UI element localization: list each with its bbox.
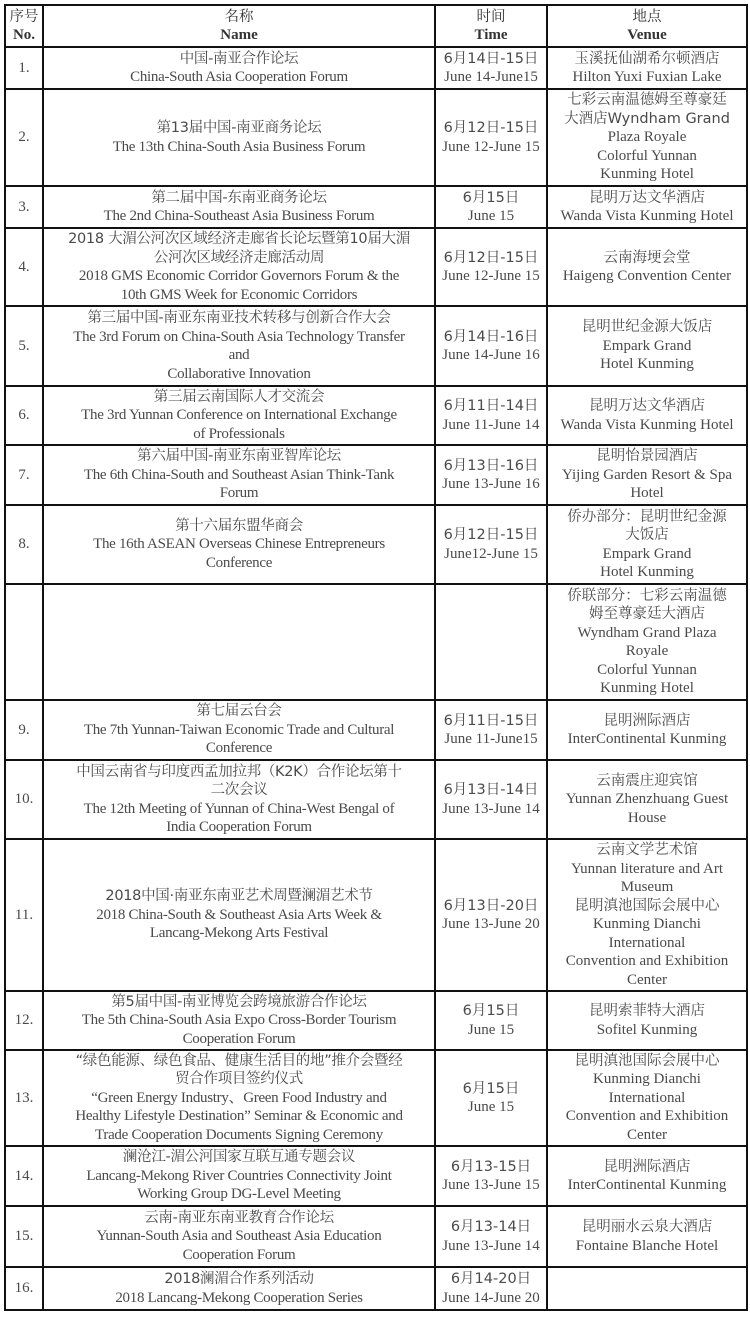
cell-venue-line: International [608, 1089, 686, 1106]
cell-time [435, 445, 547, 505]
cell-no-text: 1. [18, 59, 30, 76]
cell-name-line: The 2nd China-Southeast Asia Business Forum [103, 208, 375, 224]
cell-no [5, 760, 43, 839]
cell-name [43, 386, 435, 445]
cell-venue-line: Museum [620, 879, 674, 895]
cell-venue-line: Hotel [630, 485, 664, 502]
cell-venue [547, 306, 747, 386]
cell-time-line: 6月11日-15日 [443, 712, 539, 729]
cell-time-line: 6月13-14日 [450, 1219, 532, 1235]
cell-venue-line: Wyndham Grand Plaza [577, 624, 717, 641]
cell-name-line: 2018 GMS Economic Corridor Governors Forum & the [78, 268, 400, 284]
cell-time-line: June 12-June 15 [442, 268, 540, 284]
cell-time-line: 6月15日 [462, 189, 520, 206]
cell-name-line: 第5届中国-南亚博览会跨境旅游合作论坛 [111, 993, 367, 1010]
cell-no-text: 12. [14, 1012, 34, 1029]
table-row [5, 306, 747, 386]
cell-name-line: Cooperation Forum [182, 1246, 296, 1263]
cell-time [435, 228, 547, 306]
cell-name [43, 700, 435, 760]
cell-venue-line: 侨办部分：昆明世纪金源 [567, 508, 727, 525]
cell-venue [547, 584, 747, 700]
cell-venue-line: Kunming Hotel [600, 166, 694, 183]
cell-no [5, 700, 43, 760]
cell-time [435, 991, 547, 1050]
cell-time [435, 186, 547, 228]
cell-name-line: 第六届中国-南亚东南亚智库论坛 [137, 448, 341, 465]
cell-no-text: 13. [14, 1089, 34, 1106]
cell-venue-line: 昆明世纪金源大饭店 [581, 319, 713, 336]
cell-name-line: “绿色能源、绿色食品、健康生活目的地”推介会暨经 [75, 1052, 403, 1069]
cell-venue-line: 大饭店 [625, 527, 669, 543]
cell-no-text: 5. [18, 337, 30, 354]
cell-name [43, 228, 435, 306]
cell-venue-line: Plaza Royale [607, 129, 687, 146]
cell-name-line: The 7th Yunnan-Taiwan Economic Trade and Cultural [83, 721, 395, 738]
cell-time [435, 306, 547, 386]
cell-name-line: The 16th ASEAN Overseas Chinese Entrepreneurs [93, 536, 385, 553]
cell-name-line: 10th GMS Week for Economic Corridors [120, 286, 358, 303]
cell-no [5, 839, 43, 991]
cell-name-line: The 12th Meeting of Yunnan of China-West Bengal of [83, 800, 395, 817]
cell-name [43, 991, 435, 1050]
cell-no [5, 1146, 43, 1206]
cell-no [5, 228, 43, 306]
cell-time [435, 584, 547, 700]
cell-no-text: 2. [18, 129, 30, 146]
table-row [5, 505, 747, 584]
cell-venue-line: InterContinental Kunming [567, 1177, 727, 1193]
cell-venue-line: 昆明洲际酒店 [603, 1158, 691, 1175]
table-row [5, 584, 747, 700]
cell-time [435, 760, 547, 839]
cell-name-line: 中国云南省与印度西孟加拉邦（K2K）合作论坛第十 [76, 763, 402, 780]
cell-venue-line: Kunming Dianchi [593, 1071, 701, 1088]
cell-venue [547, 1050, 747, 1146]
cell-venue-line: 姆至尊豪廷大酒店 [589, 606, 705, 622]
header-time: 时间 Time [435, 5, 547, 47]
cell-venue-line: 云南震庄迎宾馆 [596, 772, 698, 789]
table-row [5, 228, 747, 306]
cell-time-line: June 14-June 16 [442, 347, 540, 363]
cell-venue-line: Wanda Vista Kunming Hotel [560, 416, 734, 433]
cell-venue [547, 991, 747, 1050]
cell-time-line: June 14-June15 [444, 69, 538, 85]
cell-name-line: 贸合作项目签约仪式 [175, 1071, 303, 1088]
cell-name-line: 第十六届东盟华商会 [175, 517, 303, 534]
cell-time-line: 6月15日 [462, 1003, 520, 1019]
cell-no [5, 1050, 43, 1146]
cell-no-text: 7. [18, 466, 30, 483]
cell-time-line: June 12-June 15 [442, 138, 540, 155]
table-row [5, 445, 747, 505]
table-row [5, 991, 747, 1050]
cell-name-line: The 6th China-South and Southeast Asian Think-Tank [83, 466, 395, 483]
cell-time-line: June12-June 15 [444, 545, 538, 562]
cell-no [5, 1206, 43, 1267]
cell-name [43, 584, 435, 700]
cell-venue [547, 505, 747, 584]
cell-name-line: Healthy Lifestyle Destination” Seminar & Economic and [75, 1108, 403, 1125]
cell-venue [547, 760, 747, 839]
cell-time [435, 505, 547, 584]
cell-venue-line: Sofitel Kunming [596, 1021, 698, 1038]
cell-time-line: 6月14-20日 [450, 1271, 532, 1287]
cell-time-line: June 15 [467, 208, 515, 224]
table-body [5, 47, 747, 1310]
cell-venue-line: 玉溪抚仙湖希尔顿酒店 [574, 50, 720, 67]
cell-name-line: 第13届中国-南亚商务论坛 [156, 120, 322, 136]
header-row [5, 5, 747, 47]
cell-venue-line: InterContinental Kunming [567, 731, 727, 747]
cell-no-text: 11. [14, 906, 34, 923]
cell-time-line: June 13-June 14 [442, 1237, 540, 1254]
cell-time-line: 6月12日-15日 [443, 527, 539, 543]
cell-venue-line: 昆明丽水云泉大酒店 [581, 1219, 713, 1235]
cell-name [43, 1050, 435, 1146]
cell-time-line: 6月14日-15日 [443, 50, 539, 67]
cell-name-line: The 3rd Forum on China-South Asia Technology Transfer [73, 328, 405, 345]
cell-venue [547, 1267, 747, 1310]
cell-venue-line: 昆明滇池国际会展中心 [574, 897, 720, 914]
cell-time-line: June 11-June 14 [442, 416, 540, 433]
cell-name-line: The 3rd Yunnan Conference on International Exchange [81, 407, 397, 424]
cell-venue-line: 侨联部分：七彩云南温德 [567, 587, 727, 604]
cell-time-line: 6月13-15日 [450, 1158, 532, 1175]
cell-no [5, 1267, 43, 1310]
cell-no-text: 6. [18, 407, 30, 424]
cell-no-text: 4. [18, 258, 30, 275]
cell-venue-line: 七彩云南温德姆至尊豪廷 [567, 92, 727, 109]
cell-venue-line: Yunnan literature and Art [570, 860, 724, 877]
cell-name-line: Conference [205, 740, 273, 757]
cell-no-text: 8. [18, 536, 30, 553]
cell-no-text: 16. [14, 1280, 34, 1297]
cell-venue [547, 1146, 747, 1206]
cell-venue-line: International [608, 934, 686, 951]
cell-name [43, 505, 435, 584]
cell-venue-line: 昆明怡景园酒店 [596, 448, 698, 465]
cell-no [5, 386, 43, 445]
cell-venue-line: Fontaine Blanche Hotel [575, 1237, 719, 1254]
cell-venue-line: Center [627, 971, 667, 988]
cell-name-line: Trade Cooperation Documents Signing Ceremony [95, 1126, 383, 1143]
cell-name-line: 云南-南亚东南亚教育合作论坛 [144, 1209, 334, 1226]
table-row [5, 839, 747, 991]
cell-time-line: 6月12日-15日 [443, 120, 539, 136]
cell-time-line: June 13-June 15 [442, 1177, 540, 1193]
cell-venue-line: 云南文学艺术馆 [596, 842, 698, 858]
cell-name-line: and [228, 347, 250, 363]
cell-time-line: June 15 [467, 1099, 515, 1115]
header-name: 名称 Name [43, 5, 435, 47]
cell-no [5, 47, 43, 89]
cell-time-line: June 13-June 20 [442, 916, 540, 932]
cell-no [5, 505, 43, 584]
cell-venue [547, 445, 747, 505]
cell-time-line: 6月15日 [462, 1080, 520, 1097]
cell-venue [547, 386, 747, 445]
cell-time [435, 89, 547, 186]
cell-venue-line: Convention and Exhibition [565, 1108, 729, 1125]
cell-venue-line: 云南海埂会堂 [603, 249, 691, 266]
cell-venue-line: Hilton Yuxi Fuxian Lake [572, 69, 722, 85]
cell-venue-line: Kunming Dianchi [593, 916, 701, 932]
cell-name-line: The 13th China-South Asia Business Forum [112, 138, 366, 155]
table-row [5, 89, 747, 186]
table-row [5, 47, 747, 89]
cell-name-line: Conference [205, 554, 273, 571]
table-row [5, 186, 747, 228]
cell-name-line: 二次会议 [210, 782, 268, 798]
cell-no-text: 9. [18, 721, 30, 738]
cell-venue-line: 昆明滇池国际会展中心 [574, 1052, 720, 1069]
cell-venue-line: Wanda Vista Kunming Hotel [560, 208, 734, 224]
cell-no [5, 186, 43, 228]
cell-venue-line: House [627, 809, 667, 826]
table-row [5, 1267, 747, 1310]
cell-venue-line: Yunnan Zhenzhuang Guest [565, 791, 729, 808]
cell-name [43, 186, 435, 228]
header-venue: 地点 Venue [547, 5, 747, 47]
table-row [5, 760, 747, 839]
cell-venue-line: Empark Grand [602, 545, 692, 562]
cell-time [435, 386, 547, 445]
cell-time [435, 700, 547, 760]
cell-name-line: 澜沧江-湄公河国家互联互通专题会议 [122, 1149, 356, 1166]
table-row [5, 1146, 747, 1206]
cell-name-line: The 5th China-South Asia Expo Cross-Border Tourism [81, 1012, 397, 1029]
cell-venue-line: 昆明万达文华酒店 [589, 189, 705, 206]
cell-no [5, 445, 43, 505]
cell-venue-line: Center [627, 1126, 667, 1143]
events-table [4, 4, 748, 1311]
cell-time-line: June 11-June15 [444, 731, 538, 747]
cell-name-line: 第二届中国-东南亚商务论坛 [151, 189, 327, 206]
cell-venue [547, 1206, 747, 1267]
cell-venue [547, 228, 747, 306]
cell-no [5, 89, 43, 186]
cell-venue [547, 700, 747, 760]
cell-time [435, 839, 547, 991]
cell-time-line: June 15 [467, 1021, 515, 1038]
cell-name-line: Lancang-Mekong River Countries Connectivity Joint [86, 1167, 392, 1184]
cell-name-line: 2018 Lancang-Mekong Cooperation Series [115, 1289, 363, 1306]
cell-name-line: of Professionals [193, 425, 285, 442]
cell-venue-line: Colorful Yunnan [597, 147, 697, 164]
table-row [5, 1206, 747, 1267]
cell-venue-line: Royale [625, 643, 669, 659]
cell-no [5, 306, 43, 386]
cell-venue-line: 昆明索菲特大酒店 [589, 1003, 705, 1019]
cell-time [435, 1050, 547, 1146]
cell-no-text: 15. [14, 1228, 34, 1245]
cell-time-line: 6月12日-15日 [443, 249, 539, 266]
cell-venue-line: Kunming Hotel [600, 680, 694, 696]
cell-name-line: Cooperation Forum [182, 1030, 296, 1047]
cell-venue-line: 大酒店Wyndham Grand [564, 110, 730, 127]
cell-name-line: 第七届云台会 [196, 703, 282, 720]
cell-no-text: 14. [14, 1167, 34, 1184]
cell-time-line: 6月11日-14日 [443, 398, 539, 414]
table-row [5, 386, 747, 445]
cell-name-line: India Cooperation Forum [166, 819, 312, 835]
cell-name-line: 公河次区域经济走廊活动周 [153, 249, 325, 266]
cell-name [43, 89, 435, 186]
cell-time [435, 47, 547, 89]
cell-venue-line: Empark Grand [602, 337, 692, 354]
cell-venue [547, 89, 747, 186]
table-row [5, 700, 747, 760]
cell-name-line: Lancang-Mekong Arts Festival [149, 925, 329, 942]
cell-venue-line: Colorful Yunnan [597, 661, 697, 678]
cell-venue-line: Yijing Garden Resort & Spa [562, 466, 732, 483]
cell-name-line: China-South Asia Cooperation Forum [130, 69, 348, 85]
cell-name [43, 306, 435, 386]
cell-name [43, 760, 435, 839]
cell-name [43, 47, 435, 89]
cell-venue [547, 47, 747, 89]
cell-venue [547, 839, 747, 991]
cell-name [43, 1146, 435, 1206]
cell-time-line: June 13-June 16 [442, 476, 540, 492]
cell-time [435, 1146, 547, 1206]
cell-no-text: 3. [18, 198, 30, 215]
cell-no [5, 991, 43, 1050]
cell-name-line: Forum [219, 485, 259, 502]
cell-time [435, 1267, 547, 1310]
header-no: 序号 No. [5, 5, 43, 47]
cell-name-line: Working Group DG-Level Meeting [137, 1186, 341, 1203]
cell-venue-line: 昆明万达文华酒店 [589, 398, 705, 414]
cell-time-line: 6月13日-20日 [443, 897, 539, 914]
cell-no-text: 10. [14, 791, 34, 808]
cell-time-line: 6月14日-16日 [443, 328, 539, 345]
cell-time-line: 6月13日-16日 [443, 457, 539, 474]
cell-name-line: 2018 大湄公河次区域经济走廊省长论坛暨第10届大湄 [68, 231, 410, 247]
cell-name [43, 445, 435, 505]
cell-venue-line: Hotel Kunming [600, 356, 694, 373]
cell-time-line: June 14-June 20 [442, 1289, 540, 1306]
cell-name-line: 2018 China-South & Southeast Asia Arts Week & [96, 906, 382, 923]
cell-name [43, 1206, 435, 1267]
cell-venue-line: Convention and Exhibition [565, 953, 729, 969]
cell-name-line: 第三届中国-南亚东南亚技术转移与创新合作大会 [87, 310, 391, 326]
cell-name-line: 第三届云南国际人才交流会 [153, 388, 325, 405]
cell-venue [547, 186, 747, 228]
cell-name-line: Collaborative Innovation [167, 365, 311, 382]
cell-name [43, 1267, 435, 1310]
cell-venue-line: Hotel Kunming [600, 564, 694, 580]
cell-name-line: 2018澜湄合作系列活动 [164, 1271, 314, 1287]
cell-name-line: “Green Energy Industry、Green Food Industry and [91, 1089, 387, 1106]
table-row [5, 1050, 747, 1146]
cell-time-line: 6月13日-14日 [443, 782, 539, 798]
cell-name-line: Yunnan-South Asia and Southeast Asia Education [96, 1228, 382, 1245]
cell-name-line: 2018中国·南亚东南亚艺术周暨澜湄艺术节 [105, 888, 373, 905]
cell-no [5, 584, 43, 700]
cell-venue-line: 昆明洲际酒店 [603, 712, 691, 729]
cell-venue-line: Haigeng Convention Center [562, 268, 732, 284]
cell-time-line: June 13-June 14 [442, 800, 540, 817]
cell-name [43, 839, 435, 991]
cell-name-line: 中国-南亚合作论坛 [179, 50, 299, 67]
cell-time [435, 1206, 547, 1267]
